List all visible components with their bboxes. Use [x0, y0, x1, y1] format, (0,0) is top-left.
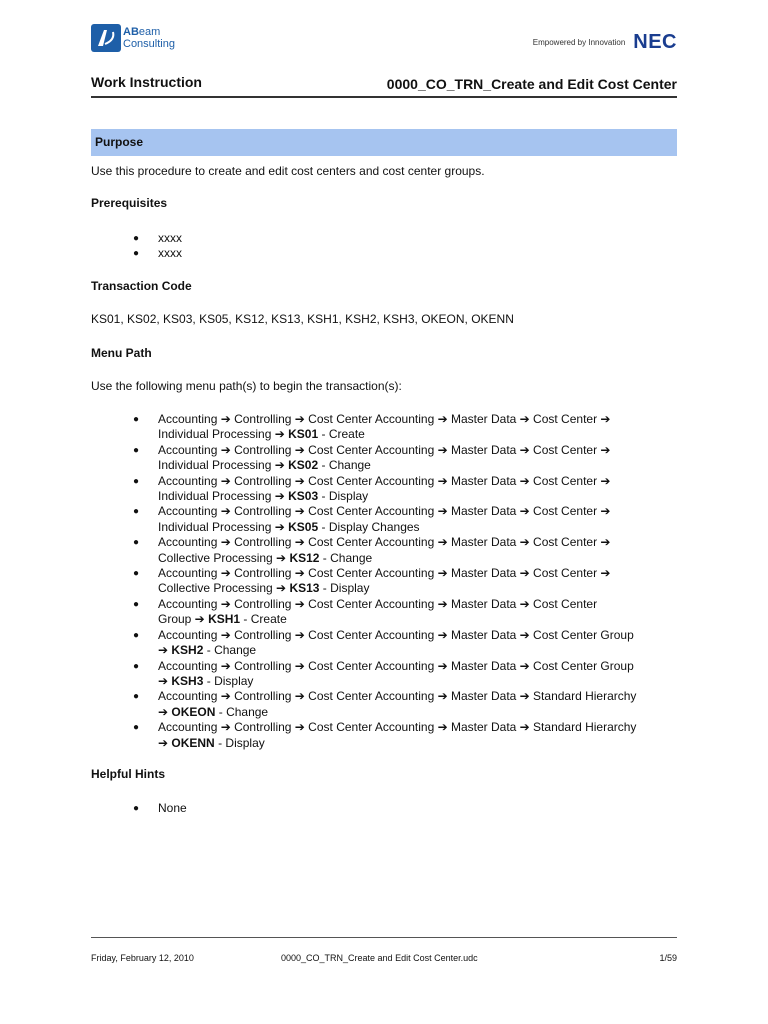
menu-path-list: [91, 412, 677, 751]
list-item: ● None: [133, 801, 187, 815]
abeam-logo-icon: [91, 24, 121, 52]
list-item: ● Accounting ➔ Controlling ➔ Cost Center Accounting ➔ Master Data ➔ Standard Hierarchy ➔ OKENN - Display: [133, 720, 637, 750]
bullet-icon: ●: [133, 537, 140, 549]
list-item: ● Accounting ➔ Controlling ➔ Cost Center Accounting ➔ Master Data ➔ Cost Center ➔ Individual Processing ➔ KS01 - Create: [133, 412, 611, 442]
list-item: ● Accounting ➔ Controlling ➔ Cost Center Accounting ➔ Master Data ➔ Cost Center Group ➔ KSH2 - Change: [133, 627, 634, 658]
list-item: ● Accounting ➔ Controlling ➔ Cost Center Accounting ➔ Master Data ➔ Cost Center Group ➔ KSH1 - Create: [133, 596, 598, 627]
bullet-icon: ●: [133, 248, 140, 260]
list-item: ● xxxx: [133, 231, 182, 245]
helpful-hints-heading: Helpful Hints: [91, 767, 165, 781]
list-item: ● Accounting ➔ Controlling ➔ Cost Center Accounting ➔ Master Data ➔ Cost Center ➔ Collective Processing ➔ KS12 - Change: [133, 535, 611, 565]
list-item: ● Accounting ➔ Controlling ➔ Cost Center Accounting ➔ Master Data ➔ Cost Center ➔ Individual Processing ➔ KS02 - Change: [133, 442, 611, 473]
list-item: ● xxxx: [133, 246, 182, 261]
purpose-text: Use this procedure to create and edit cost centers and cost center groups.: [91, 164, 485, 178]
tagline: Empowered by Innovation: [532, 37, 626, 47]
list-item: ● Accounting ➔ Controlling ➔ Cost Center Accounting ➔ Master Data ➔ Cost Center Group ➔ KSH3 - Display: [133, 658, 634, 688]
footer-date: Friday, February 12, 2010: [91, 953, 194, 963]
nec-logo: [533, 32, 677, 52]
bullet-icon: ●: [133, 598, 140, 610]
purpose-heading: Purpose: [91, 129, 677, 156]
transaction-code-text: KS01, KS02, KS03, KS05, KS12, KS13, KSH1, KSH2, KSH3, OKEON, OKENN: [91, 312, 514, 326]
list-item: ● Accounting ➔ Controlling ➔ Cost Center Accounting ➔ Master Data ➔ Cost Center ➔ Individual Processing ➔ KS03 - Display: [133, 473, 611, 504]
bullet-icon: ●: [133, 568, 140, 580]
menu-path-intro: Use the following menu path(s) to begin the transaction(s):: [91, 379, 402, 393]
bullet-icon: ●: [133, 660, 140, 672]
bullet-icon: ●: [133, 414, 140, 425]
footer-filename: 0000_CO_TRN_Create and Edit Cost Center.udc: [281, 953, 478, 963]
prerequisites-heading: Prerequisites: [91, 196, 168, 210]
abeam-logo-text: ABeam Consulting: [123, 26, 175, 50]
helpful-hints-list: [91, 801, 677, 816]
nec-brand: NEC: [633, 31, 677, 53]
bullet-icon: ●: [133, 506, 140, 518]
doc-type: Work Instruction: [91, 74, 202, 90]
transaction-code-heading: Transaction Code: [91, 279, 192, 293]
footer-page-number: 1/59: [659, 953, 677, 963]
bullet-icon: ●: [133, 803, 140, 814]
abeam-logo: [91, 24, 201, 54]
bullet-icon: ●: [133, 444, 140, 456]
bullet-icon: ●: [133, 629, 140, 641]
bullet-icon: ●: [133, 475, 140, 487]
bullet-icon: ●: [133, 691, 140, 703]
header-divider: [91, 96, 677, 98]
list-item: ● Accounting ➔ Controlling ➔ Cost Center Accounting ➔ Master Data ➔ Cost Center ➔ Collective Processing ➔ KS13 - Display: [133, 566, 611, 596]
prerequisites-list: [91, 231, 677, 262]
list-item: ● Accounting ➔ Controlling ➔ Cost Center Accounting ➔ Master Data ➔ Standard Hierarchy ➔ OKEON - Change: [133, 689, 637, 719]
menu-path-heading: Menu Path: [91, 346, 152, 360]
bullet-icon: ●: [133, 722, 140, 734]
doc-title: 0000_CO_TRN_Create and Edit Cost Center: [386, 76, 677, 92]
list-item: ● Accounting ➔ Controlling ➔ Cost Center Accounting ➔ Master Data ➔ Cost Center ➔ Individual Processing ➔ KS05 - Display Changes: [133, 504, 611, 534]
bullet-icon: ●: [133, 233, 140, 244]
footer-divider: [91, 937, 677, 938]
